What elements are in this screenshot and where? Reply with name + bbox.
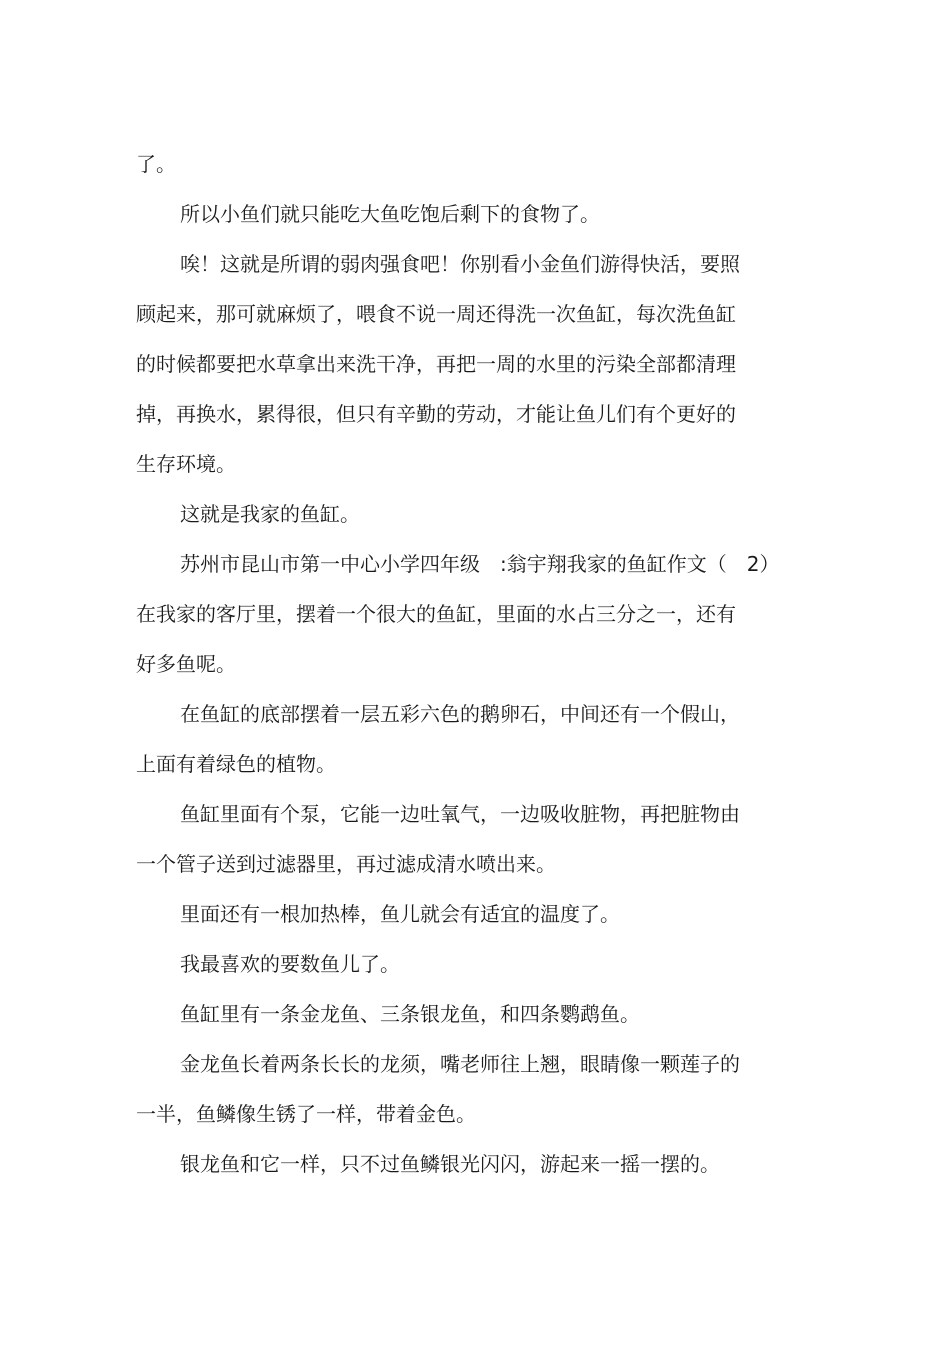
- text-line: 这就是我家的鱼缸。: [180, 502, 360, 526]
- text-line: 一半，鱼鳞像生锈了一样，带着金色。: [136, 1102, 476, 1126]
- text-line: 的时候都要把水草拿出来洗干净，再把一周的水里的污染全部都清理: [136, 352, 736, 376]
- text-line: 一个管子送到过滤器里，再过滤成清水喷出来。: [136, 852, 556, 876]
- text-line: 唉！这就是所谓的弱肉强食吧！你别看小金鱼们游得快活，要照: [180, 252, 740, 276]
- text-line: 生存环境。: [136, 452, 236, 476]
- text-line: 顾起来，那可就麻烦了，喂食不说一周还得洗一次鱼缸，每次洗鱼缸: [136, 302, 736, 326]
- text-line: 鱼缸里面有个泵，它能一边吐氧气，一边吸收脏物，再把脏物由: [180, 802, 740, 826]
- text-line: 所以小鱼们就只能吃大鱼吃饱后剩下的食物了。: [180, 202, 600, 226]
- text-line: 了。: [136, 152, 176, 176]
- text-line: 我最喜欢的要数鱼儿了。: [180, 952, 400, 976]
- text-line: 掉，再换水，累得很，但只有辛勤的劳动，才能让鱼儿们有个更好的: [136, 402, 736, 426]
- text-line: 银龙鱼和它一样，只不过鱼鳞银光闪闪，游起来一摇一摆的。: [180, 1152, 720, 1176]
- text-line: 金龙鱼长着两条长长的龙须，嘴老师往上翘，眼睛像一颗莲子的: [180, 1052, 740, 1076]
- text-line: 上面有着绿色的植物。: [136, 752, 336, 776]
- text-line: 好多鱼呢。: [136, 652, 236, 676]
- text-line: 里面还有一根加热棒，鱼儿就会有适宜的温度了。: [180, 902, 620, 926]
- text-line: 鱼缸里有一条金龙鱼、三条银龙鱼，和四条鹦鹉鱼。: [180, 1002, 640, 1026]
- text-line: 在我家的客厅里，摆着一个很大的鱼缸，里面的水占三分之一，还有: [136, 602, 736, 626]
- text-line: 在鱼缸的底部摆着一层五彩六色的鹅卵石，中间还有一个假山，: [180, 702, 740, 726]
- text-line: 苏州市昆山市第一中心小学四年级 :翁宇翔我家的鱼缸作文（ 2）: [180, 552, 780, 576]
